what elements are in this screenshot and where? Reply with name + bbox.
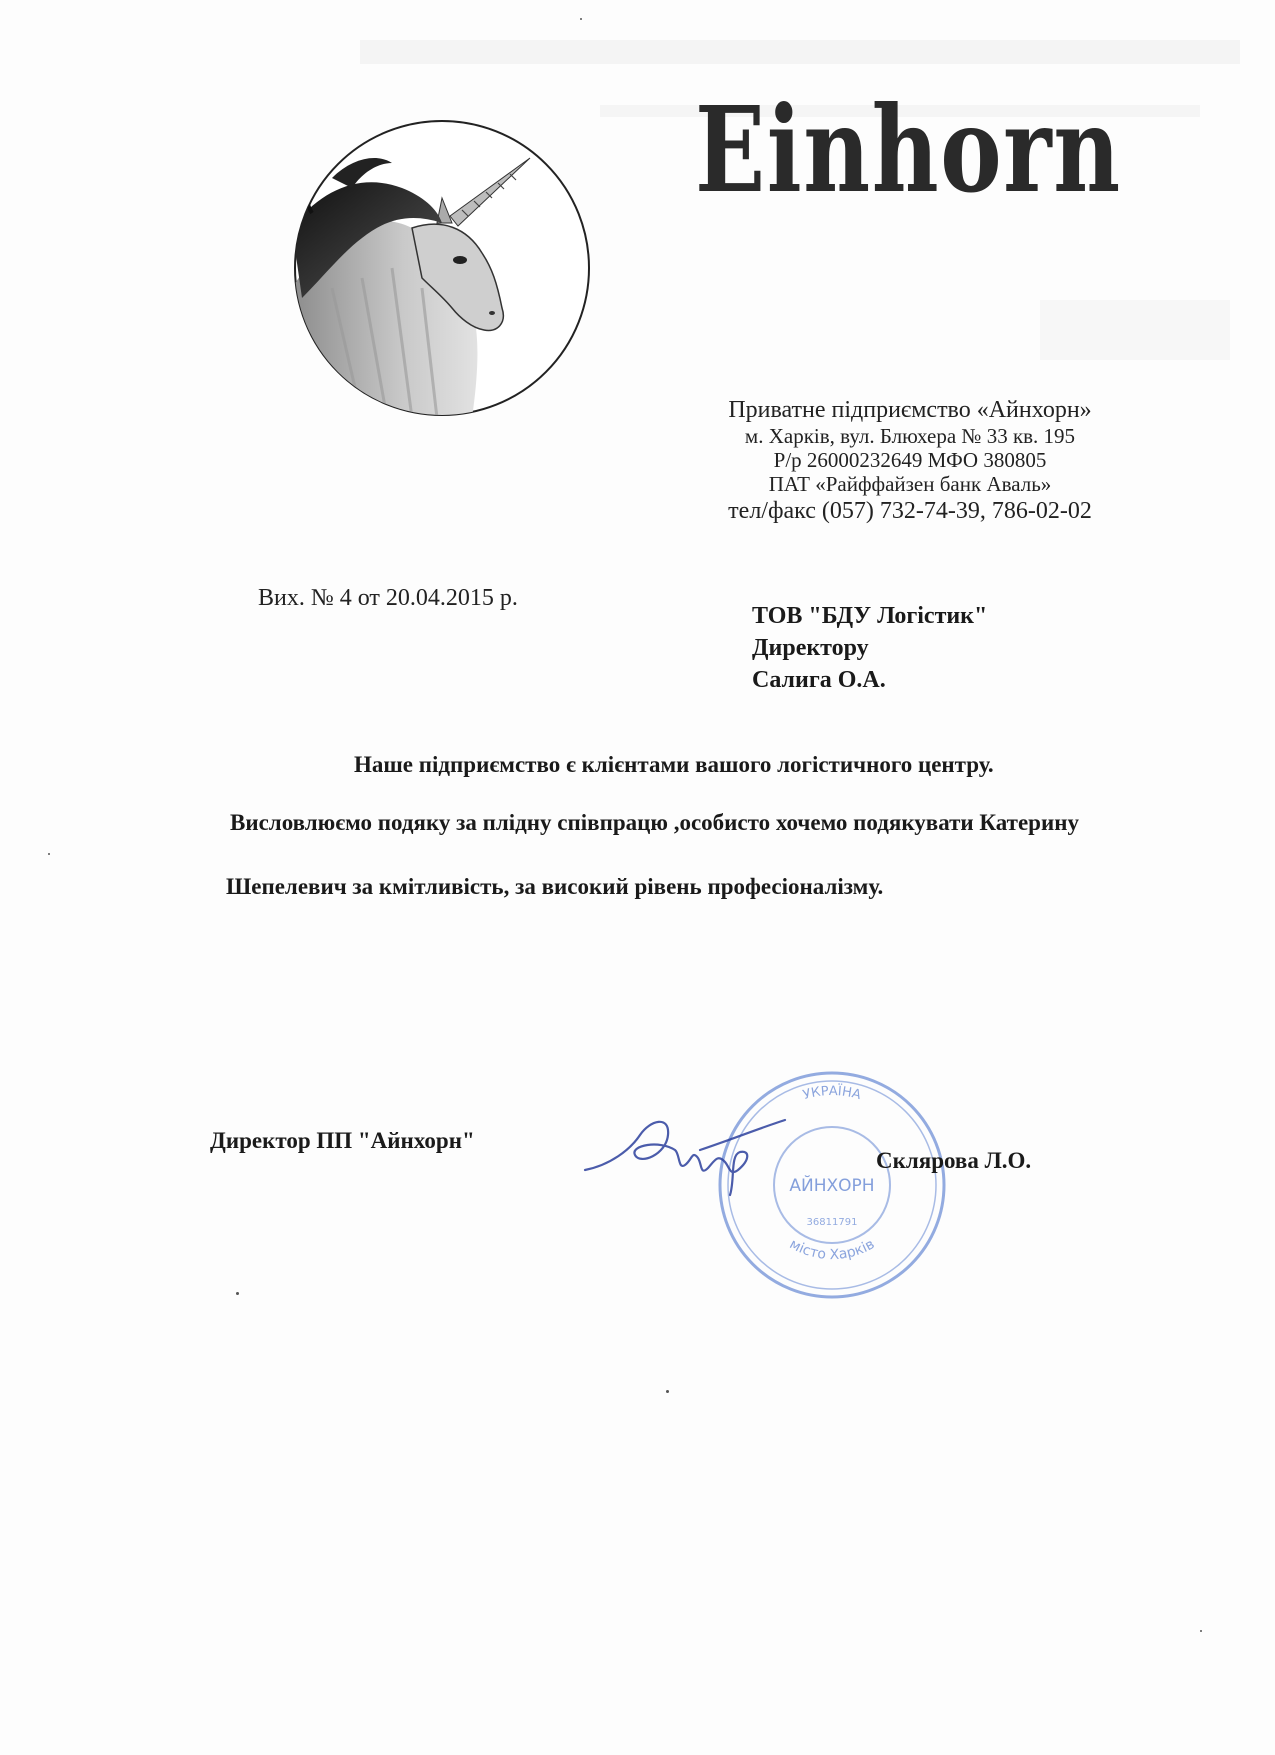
recipient-company: ТОВ "БДУ Логістик" xyxy=(752,603,988,629)
recipient-name: Салига О.А. xyxy=(752,667,886,693)
scan-speck xyxy=(580,18,582,20)
svg-text:місто Харків xyxy=(787,1236,877,1263)
bank-name: ПАТ «Райффайзен банк Аваль» xyxy=(768,472,1052,496)
stamp-text-center: АЙНХОРН xyxy=(789,1176,875,1196)
signatory-name: Склярова Л.О. xyxy=(876,1148,1032,1173)
company-requisites xyxy=(700,396,1120,526)
show-through-band xyxy=(1040,300,1230,360)
phone-fax: тел/факс (057) 732-74-39, 786-02-02 xyxy=(728,498,1092,524)
signatory-title: Директор ПП "Айнхорн" xyxy=(210,1128,475,1153)
unicorn-icon xyxy=(292,118,592,418)
company-address: м. Харків, вул. Блюхера № 33 кв. 195 xyxy=(744,424,1076,448)
recipient-block xyxy=(752,600,987,696)
stamp-code: 36811791 xyxy=(806,1217,858,1228)
scan-speck xyxy=(48,853,50,855)
brand-name: Einhorn xyxy=(695,80,1122,219)
recipient-position: Директору xyxy=(752,635,869,661)
svg-text:УКРАЇНА xyxy=(801,1083,862,1103)
body-line: Висловлюємо подяку за плідну співпрацю ,особисто хочемо подякувати Катерину xyxy=(230,810,1079,835)
stamp-text-top: УКРАЇНА xyxy=(801,1083,863,1104)
scan-speck xyxy=(1200,1630,1202,1632)
body-line: Шепелевич за кмітливість, за високий рівень професіоналізму. xyxy=(226,874,884,899)
show-through-band xyxy=(360,40,1240,64)
handwritten-signature xyxy=(580,1110,790,1200)
scan-speck xyxy=(236,1292,239,1295)
body-line: Наше підприємство є клієнтами вашого логістичного центру. xyxy=(354,752,994,777)
organization-name: Приватне підприємство «Айнхорн» xyxy=(728,397,1092,423)
bank-account: Р/р 26000232649 МФО 380805 xyxy=(773,448,1047,472)
stamp-text-bottom: місто Харків xyxy=(786,1236,878,1264)
outgoing-reference: Вих. № 4 от 20.04.2015 р. xyxy=(258,585,518,611)
scan-speck xyxy=(666,1390,669,1393)
